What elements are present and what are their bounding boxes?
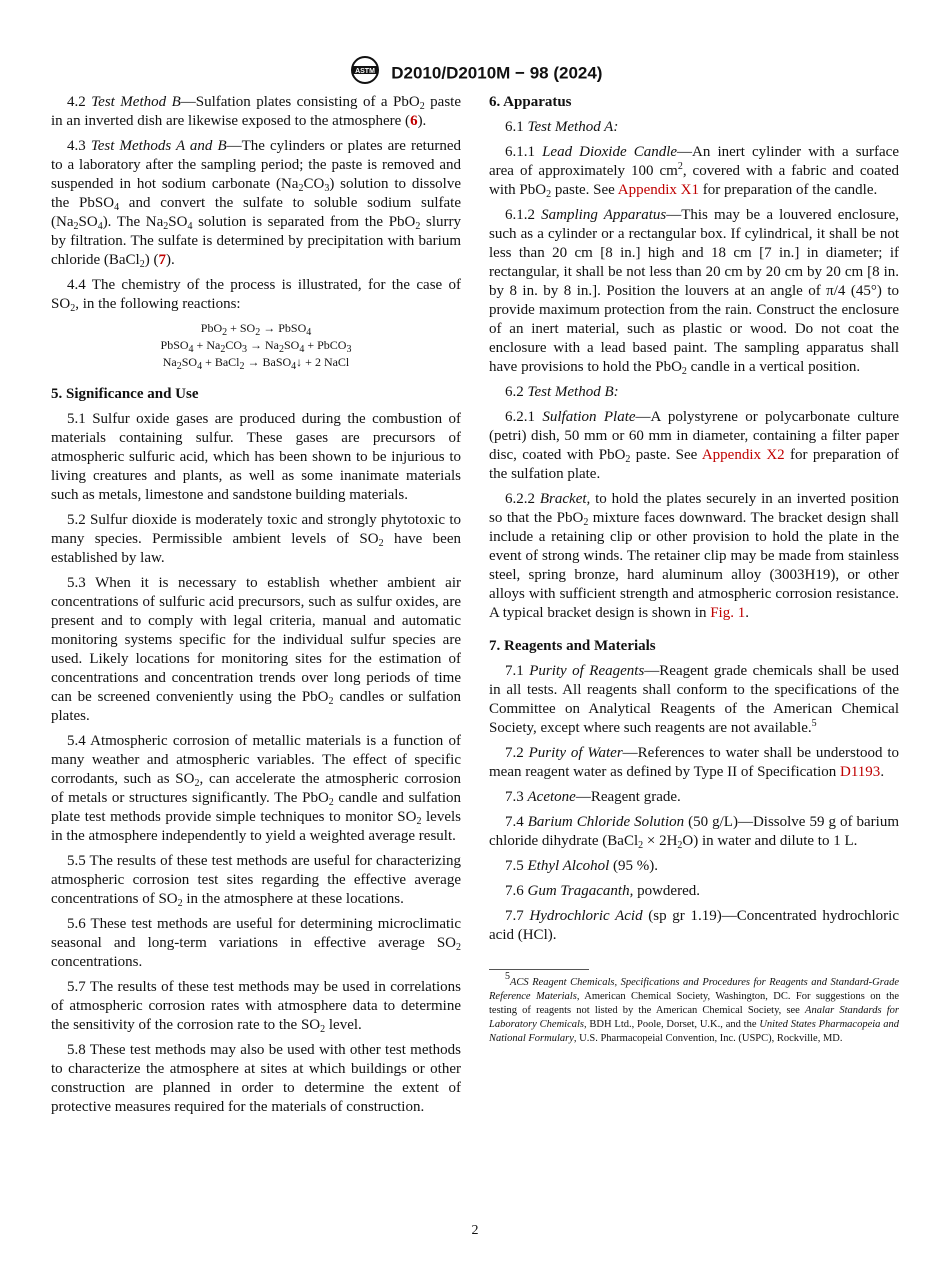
right-column [489, 93, 899, 1046]
equation-2: PbSO$_4$ + $Na_2CO_3 \to Na_2SO_4$ + PbCO$_3$ [160, 338, 352, 355]
section-6-2: 6.2 Test Method B: [505, 384, 619, 400]
appendix-x1-link[interactable]: Appendix X1 [617, 182, 699, 198]
section-7-1: 7.1 Purity of Reagents—Reagent grade chemicals shall be used in all tests. All reagents shall conform to the specifications of the Committee on Analytical Reagents of the American Chemical Society, except where such reagents are not available.$^5$ [489, 663, 899, 736]
section-5-7: 5.7 The results of these test methods may be used in correlations of atmospheric corrosion rates with atmosphere data to determine the sensitivity of the corrosion rate to the $SO_2$ level. [51, 979, 461, 1035]
footnote-marker[interactable]: 5 [811, 718, 817, 729]
equation-3: $Na_2SO_4$ + BaCl$_2$ → BaSO$_4$↓ + 2 NaCl [162, 355, 350, 372]
section-6-1-1: 6.1.1 Lead Dioxide Candle—An inert cylinder with a surface area of approximately 100 $cm^2$, covered with a fabric and coated with PbO$_2$ paste. See Appendix X1 for preparation of the candle. [489, 144, 899, 200]
section-6-2-1: 6.2.1 Sulfation Plate—A polystyrene or polycarbonate culture (petri) dish, 50 mm or 60 mm in diameter, containing a filter paper disc, coated with PbO$_2$ paste. See Appendix X2 for preparation of the sulfation plate. [489, 409, 900, 482]
section-5-8: 5.8 These test methods may also be used with other test methods to characterize the atmosphere at sites at which buildings or other construction are planned in order to determine the extent of protective measures required for the materials of construction. [51, 1042, 461, 1115]
section-4-4: 4.4 The chemistry of the process is illustrated, for the case of $SO_2$, in the following reactions: [51, 277, 461, 314]
footnote-5: $^5$ACS Reagent Chemicals, Specifications and Procedures for Reagents and Standard-Grade Reference Materials, American Chemical Society, Washington, DC. For suggestions on the testing of reagents not listed by the American Chemical Society, see Analar Standards for Laboratory Chemicals, BDH Ltd., Poole, Dorset, U.K., and the United States Pharmacopeia and National Formulary, U.S. Pharmacopeial Convention, Inc. (USPC), Rockville, MD. [489, 971, 899, 1044]
section-7-5: 7.5 Ethyl Alcohol (95 %). [505, 858, 659, 874]
section-7-3: 7.3 Acetone—Reagent grade. [505, 789, 681, 805]
page-header [0, 55, 950, 91]
section-5-4: 5.4 Atmospheric corrosion of metallic materials is a function of many weather and atmospheric variables. The effect of specific corrodants, such as $SO_2$, can accelerate the atmospheric corrosion of metals or structures significantly. The PbO$_2$ candle and sulfation plate test methods provide simple techniques to monitor $SO_2$ levels in the atmosphere independently to yield a weighted average result. [51, 733, 461, 844]
section-5-3: 5.3 When it is necessary to establish whether ambient air concentrations of sulfuric acid precursors, such as sulfur oxides, are present and to comply with legal criteria, manual and automatic monitoring systems specific for the individual sulfur species are used. Likely locations for monitoring sites for the estimation of concentrations and concentration trends over long periods of time can be screened conveniently using the PbO$_2$ candles or sulfation plates. [51, 575, 462, 724]
section-4-2: 4.2 Test Method B—Sulfation plates consisting of a PbO$_2$ paste in an inverted dish are likewise exposed to the atmosphere (6). [51, 94, 461, 129]
reaction-equations [51, 320, 461, 371]
footnote-divider [489, 969, 589, 970]
section-7-6: 7.6 Gum Tragacanth, powdered. [505, 883, 700, 899]
section-7-4: 7.4 Barium Chloride Solution (50 g/L)—Dissolve 59 g of barium chloride dihydrate (BaCl$_2$ × $2H_2O$) in water and dilute to 1 L. [489, 814, 899, 851]
section-5-1: 5.1 Sulfur oxide gases are produced during the combustion of materials containing sulfur. These gases are precursors of atmospheric sulfuric acid, which has been shown to be injurious to living creatures and plants, as well as some inanimate materials such as metals, limestone and sandstone building materials. [51, 411, 462, 503]
d1193-link[interactable]: D1193 [840, 764, 881, 780]
heading-5: 5. Significance and Use [51, 386, 199, 402]
astm-logo-icon [348, 55, 382, 91]
appendix-x2-link[interactable]: Appendix X2 [701, 447, 785, 463]
heading-6: 6. Apparatus [489, 94, 572, 110]
page-number: 2 [471, 1223, 479, 1238]
reference-link-7[interactable]: 7 [158, 252, 166, 268]
standard-code: D2010/D2010M − 98 (2024) [391, 63, 603, 83]
equation-1: $PbO_2 + SO_2$ → PbSO$_4$ [200, 321, 312, 338]
heading-7: 7. Reagents and Materials [489, 638, 656, 654]
section-5-6: 5.6 These test methods are useful for determining microclimatic seasonal and long-term variations in effective average $SO_2$ concentrations. [51, 916, 461, 970]
section-6-1: 6.1 Test Method A: [505, 119, 619, 135]
section-7-2: 7.2 Purity of Water—References to water shall be understood to mean reagent water as defined by Type II of Specification D1193. [489, 745, 900, 780]
section-5-2: 5.2 Sulfur dioxide is moderately toxic and strongly phytotoxic to many species. Permissible ambient levels of $SO_2$ have been established by law. [51, 512, 461, 566]
section-6-1-2: 6.1.2 Sampling Apparatus—This may be a louvered enclosure, such as a cylinder or a rectangular box. If cylindrical, it shall be not less than 20 cm [8 in.] high and 18 cm [7 in.] in diameter; if rectangular, it shall be not less than 20 cm by 20 cm by 20 cm [8 in. by 8 in. by 8 in.]. Position the louvers at an angle of π/4 (45°) to provide maximum protection from the rain. Construct the enclosure of an inert material, such as plastic or wood. Do not coat the enclosure with a lead based paint. The sampling apparatus shall have provisions to hold the PbO$_2$ candle in a vertical position. [489, 207, 899, 377]
svg-text:ASTM: ASTM [354, 68, 375, 75]
reference-link-6[interactable]: 6 [410, 113, 418, 129]
section-4-3: 4.3 Test Methods A and B—The cylinders or plates are returned to a laboratory after the sampling period; the paste is removed and suspended in hot sodium carbonate $(Na_2CO_3)$ solution to dissolve the PbSO$_4$ and convert the sulfate to soluble sodium sulfate $(Na_2SO_4)$. The $Na_2SO_4$ solution is separated from the PbO$_2$ slurry by filtration. The sulfate is determined by precipitation with barium chloride (BaCl$_2$) (7). [51, 138, 462, 270]
section-7-7: 7.7 Hydrochloric Acid (sp gr 1.19)—Concentrated hydrochloric acid (HCl). [489, 908, 899, 943]
figure-1-link[interactable]: Fig. 1 [710, 605, 746, 621]
section-5-5: 5.5 The results of these test methods are useful for characterizing atmospheric corrosion test sites regarding the effective average concentrations of $SO_2$ in the atmosphere at these locations. [51, 853, 461, 909]
section-6-2-2: 6.2.2 Bracket, to hold the plates securely in an inverted position so that the PbO$_2$ mixture faces downward. The bracket design shall include a retaining clip or other provision to hold the plate in the event of strong winds. The retainer clip may be made from stainless steel, spring bronze, hard aluminum alloy (3003H19), or other alloys with sufficient strength and atmospheric corrosion resistance. A typical bracket design is shown in Fig. 1. [489, 491, 900, 621]
left-column [51, 93, 461, 1123]
